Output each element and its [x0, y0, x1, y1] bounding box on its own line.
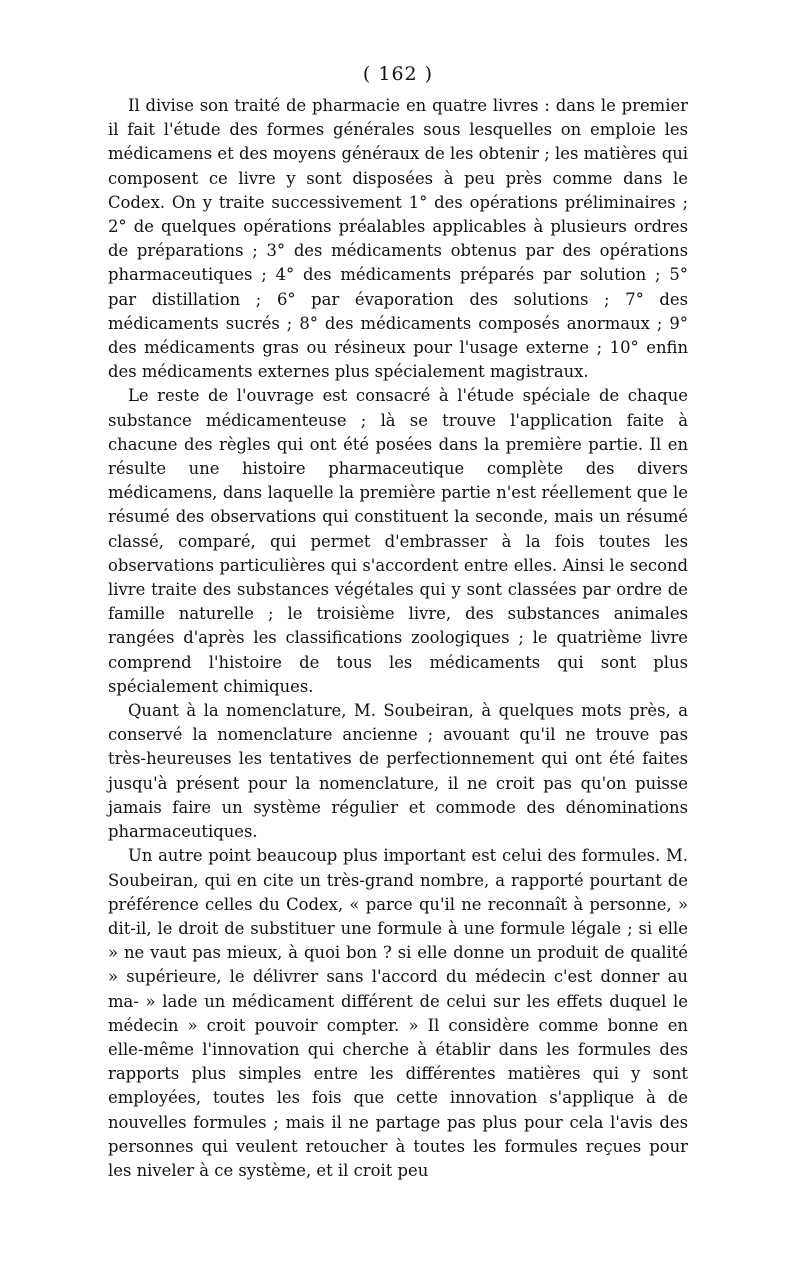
paragraph-4: Un autre point beaucoup plus important est celui des formules. M. Soubeiran, qui en cite un très-grand nombre, a rapporté pourtant de préférence celles du Codex, « parce qu'il ne reconnaît à personne, » dit-il, le droit de substituer une formule à une formule légale ; si elle » ne vaut pas mieux, à quoi bon ? si elle donne un produit de qualité » supérieure, le délivrer sans l'accord du médecin c'est donner au ma- » lade un médicament différent de celui sur les effets duquel le médecin » croit pouvoir compter. » Il considère comme bonne en elle-même l'innovation qui cherche à établir dans les formules des rapports plus simples entre les différentes matières qui y sont employées, toutes les fois que cette innovation s'applique à de nouvelles formules ; mais il ne partage pas plus pour cela l'avis des personnes qui veulent retoucher à toutes les formules reçues pour les niveler à ce système, et il croit peu: [108, 846, 688, 1180]
paragraph-2: Le reste de l'ouvrage est consacré à l'étude spéciale de chaque substance médicamenteuse ; là se trouve l'application faite à chacune des règles qui ont été posées dans la première partie. Il en résulte une histoire pharmaceutique complète des divers médicamens, dans laquelle la première partie n'est réellement que le résumé des observations qui constituent la seconde, mais un résumé classé, comparé, qui permet d'embrasser à la fois toutes les observations particulières qui s'accordent entre elles. Ainsi le second livre traite des substances végétales qui y sont classées par ordre de famille naturelle ; le troisième livre, des substances animales rangées d'après les classifications zoologiques ; le quatrième livre comprend l'histoire de tous les médicaments qui sont plus spécialement chimiques.: [108, 386, 688, 696]
paragraph-1: Il divise son traité de pharmacie en quatre livres : dans le premier il fait l'étude des formes générales sous lesquelles on emploie les médicamens et des moyens généraux de les obtenir ; les matières qui composent ce livre y sont disposées à peu près comme dans le Codex. On y traite successivement 1° des opérations préliminaires ; 2° de quelques opérations préalables applicables à plusieurs ordres de préparations ; 3° des médicaments obtenus par des opérations pharmaceutiques ; 4° des médicaments préparés par solution ; 5° par distillation ; 6° par évaporation des solutions ; 7° des médicaments sucrés ; 8° des médicaments composés anormaux ; 9° des médicaments gras ou résineux pour l'usage externe ; 10° enfin des médicaments externes plus spécialement magistraux.: [108, 96, 688, 382]
paragraph-3: Quant à la nomenclature, M. Soubeiran, à quelques mots près, a conservé la nomenclature ancienne ; avouant qu'il ne trouve pas très-heureuses les tentatives de perfectionnement qui ont été faites jusqu'à présent pour la nomenclature, il ne croit pas qu'on puisse jamais faire un système régulier et commode des dénominations pharmaceutiques.: [108, 701, 688, 842]
page-number: ( 162 ): [362, 63, 434, 85]
document-page: [108, 60, 688, 1183]
